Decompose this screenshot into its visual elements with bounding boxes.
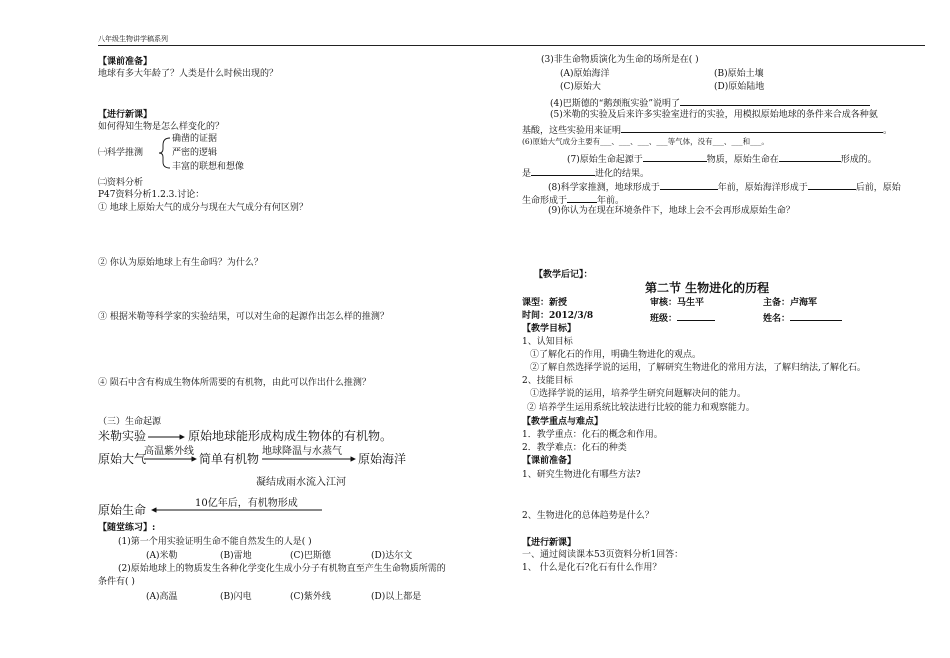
arrow2-label: 地球降温与水蒸气 bbox=[262, 446, 342, 457]
practice-2-option: (D)以上都是 bbox=[371, 592, 422, 602]
goal-2a: ①选择学说的运用，培养学生研究问题解决问的能力。 bbox=[530, 389, 747, 399]
brace-item: 确凿的证据 bbox=[172, 134, 218, 144]
brace-item: 严密的逻辑 bbox=[172, 148, 218, 158]
practice-7: (7)原始生命起源于 物质，原始生命在 形成的。 bbox=[567, 152, 877, 165]
miller-label: 米勒实验 bbox=[98, 429, 147, 443]
practice-1-option: (B)雷地 bbox=[220, 551, 252, 561]
arrow3-label: 10亿年后，有机物形成 bbox=[195, 498, 298, 509]
goals-title: 【教学目标】 bbox=[522, 324, 577, 334]
practice-4: (4)巴斯德的“鹅颈瓶实验”说明了 bbox=[550, 96, 870, 109]
course-type: 课型：新授 bbox=[522, 298, 568, 308]
data-analysis-label: ㈡资料分析 bbox=[98, 178, 144, 188]
practice-3-option: (B)原始土壤 bbox=[714, 69, 764, 79]
question-1: ① 地球上原始大气的成分与现在大气成分有何区别？ bbox=[98, 203, 308, 213]
prep-question-2: 2、生物进化的总体趋势是什么？ bbox=[522, 511, 654, 521]
practice-2-cont: 条件有( ) bbox=[98, 577, 135, 587]
brace-item: 丰富的联想和想像 bbox=[172, 162, 245, 172]
practice-5-cont: 基酸，这些实验用来证明 。 bbox=[522, 123, 892, 136]
practice-title: 【随堂练习】: bbox=[98, 523, 156, 533]
new-lesson-title: 【进行新课】 bbox=[98, 110, 153, 120]
practice-3: (3)非生命物质演化为生命的场所是在( ) bbox=[541, 55, 699, 65]
miller-result: 原始地球能形成构成生物体的有机物。 bbox=[188, 429, 393, 443]
practice-1-option: (C)巴斯德 bbox=[290, 551, 331, 561]
practice-5: (5)米勒的实验及后来许多实验室进行的实验，用模拟原始地球的条件来合成各种氨 bbox=[550, 110, 878, 120]
origin-title: （三）生命起源 bbox=[98, 417, 162, 427]
rain-label: 凝结成雨水流入江河 bbox=[256, 477, 346, 488]
simple-organics: 简单有机物 bbox=[199, 452, 260, 466]
goal-1b: ②了解自然选择学说的运用，了解研究生物进化的常用方法，了解归纳法,了解化石。 bbox=[530, 363, 866, 373]
prep-title: 【课前准备】 bbox=[522, 456, 577, 466]
goal-2b: ② 培养学生运用系统比较法进行比较的能力和观察能力。 bbox=[527, 403, 755, 413]
new-lesson-2: 1、 什么是化石?化石有什么作用？ bbox=[522, 563, 662, 573]
key-points-title: 【教学重点与难点】 bbox=[522, 417, 604, 427]
practice-3-option: (A)原始海洋 bbox=[560, 69, 610, 79]
name-field: 姓名： bbox=[763, 311, 842, 324]
prep-question-1: 1、研究生物进化有哪些方法? bbox=[522, 470, 641, 480]
goal-2: 2、技能目标 bbox=[522, 376, 573, 386]
primitive-life: 原始生命 bbox=[98, 503, 147, 517]
goal-1: 1、认知目标 bbox=[522, 337, 573, 347]
question-3: ③ 根据米勒等科学家的实验结果，可以对生命的起源作出怎么样的推测？ bbox=[98, 312, 389, 322]
new-lesson-1: 一、通过阅读课本53页资料分析1回答： bbox=[522, 550, 684, 560]
class-field: 班级： bbox=[650, 311, 715, 324]
practice-1-option: (D)达尔文 bbox=[371, 551, 413, 561]
scientific-guess-label: ㈠科学推测 bbox=[98, 148, 144, 158]
primitive-atmosphere: 原始大气 bbox=[98, 452, 147, 466]
practice-1-option: (A)米勒 bbox=[146, 551, 178, 561]
practice-6: (6)原始大气成分主要有___、___、___、___等气体，没有___、___和___。 bbox=[522, 137, 769, 146]
practice-8: (8)科学家推测，地球形成于 年前，原始海洋形成于 后前，原始 bbox=[548, 180, 901, 193]
practice-8-cont: 生命形成于 年前。 bbox=[522, 193, 624, 206]
question-4: ④ 陨石中含有构成生物体所需要的有机物，由此可以作出什么推测？ bbox=[98, 378, 371, 388]
practice-3-option: (D)原始陆地 bbox=[714, 82, 765, 92]
pre-class-question: 地球有多大年龄了？人类是什么时候出现的？ bbox=[98, 69, 279, 79]
preparer: 主备：卢海军 bbox=[763, 298, 818, 308]
how-question: 如何得知生物是怎么样变化的？ bbox=[98, 122, 225, 132]
key-point-2: 2．教学难点：化石的种类 bbox=[522, 443, 627, 453]
practice-2-option: (A)高温 bbox=[146, 592, 178, 602]
series-header: 八年级生物讲学稿系列 bbox=[98, 35, 168, 43]
section-title: 第二节 生物进化的历程 bbox=[645, 281, 770, 295]
practice-2-option: (B)闪电 bbox=[220, 592, 252, 602]
key-point-1: 1．教学重点：化石的概念和作用。 bbox=[522, 430, 663, 440]
reviewer: 审核：马生平 bbox=[650, 298, 705, 308]
new-lesson-title-2: 【进行新课】 bbox=[522, 538, 577, 548]
question-2: ② 你认为原始地球上有生命吗？为什么？ bbox=[98, 258, 263, 268]
afterword-title: 【教学后记】： bbox=[534, 270, 593, 280]
practice-2-option: (C)紫外线 bbox=[290, 592, 331, 602]
practice-3-option: (C)原始大 bbox=[560, 82, 601, 92]
practice-9: (9)你认为在现在环境条件下，地球上会不会再形成原始生命？ bbox=[548, 206, 795, 216]
goal-1a: ①了解化石的作用，明确生物进化的观点。 bbox=[530, 350, 702, 360]
practice-7-cont: 是 进化的结果。 bbox=[522, 166, 649, 179]
primitive-ocean: 原始海洋 bbox=[358, 452, 407, 466]
pre-class-title: 【课前准备】 bbox=[98, 57, 153, 67]
practice-1: (1)第一个用实验证明生命不能自然发生的人是( ) bbox=[118, 537, 312, 547]
lesson-time: 时间：2012/3/8 bbox=[522, 311, 594, 321]
arrow1-label: 高温紫外线 bbox=[144, 446, 194, 457]
practice-2: (2)原始地球上的物质发生各种化学变化生成小分子有机物直至产生生命物质所需的 bbox=[118, 564, 446, 574]
p47-discussion: P47资料分析1.2.3.讨论： bbox=[98, 190, 205, 200]
